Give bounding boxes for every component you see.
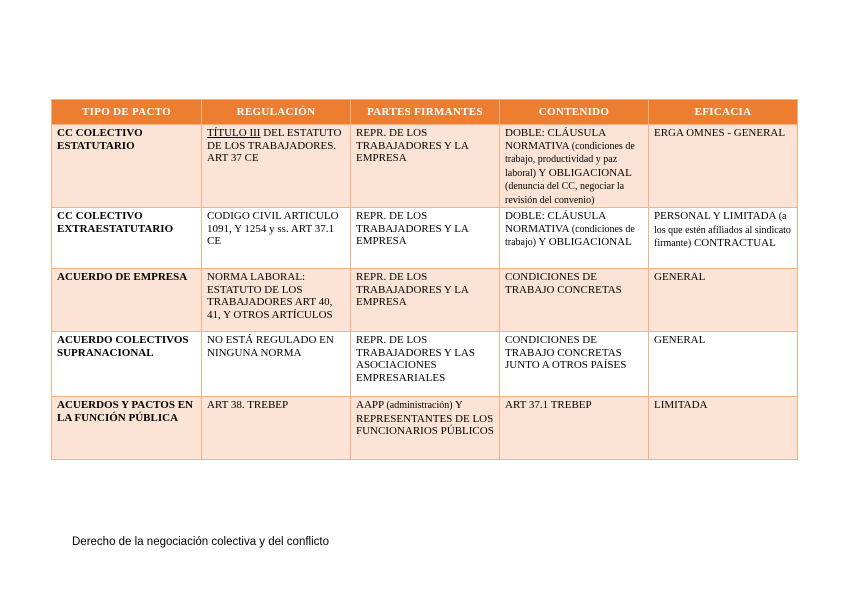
page-footer: Derecho de la negociación colectiva y del conflicto xyxy=(72,536,329,548)
eficacia-part: PERSONAL Y LIMITADA xyxy=(654,210,779,222)
cell-regulacion xyxy=(202,125,351,208)
header-regulacion: REGULACIÓN xyxy=(202,100,351,125)
cell-regulacion: CODIGO CIVIL ARTICULO 1091, Y 1254 y ss. ART 37.1 CE xyxy=(202,208,351,269)
cell-contenido xyxy=(500,208,649,269)
cell-eficacia: ERGA OMNES - GENERAL xyxy=(649,125,798,208)
cell-regulacion: NO ESTÁ REGULADO EN NINGUNA NORMA xyxy=(202,332,351,397)
eficacia-note: (a los que estén afiliados al sindicato firmante) xyxy=(654,211,791,249)
partes-note: (administración) xyxy=(386,400,453,411)
contenido-note: (condiciones de trabajo, productividad y paz laboral) xyxy=(505,140,635,179)
header-contenido: CONTENIDO xyxy=(500,100,649,125)
cell-tipo: ACUERDO DE EMPRESA xyxy=(52,269,202,332)
partes-part: Y REPRESENTANTES DE LOS FUNCIONARIOS PÚBLICOS xyxy=(356,399,494,437)
pactos-table xyxy=(51,99,798,460)
table-row xyxy=(52,269,798,332)
regulacion-text: DEL ESTATUTO DE LOS TRABAJADORES. ART 37 CE xyxy=(207,127,342,164)
cell-tipo: CC COLECTIVO EXTRAESTATUTARIO xyxy=(52,208,202,269)
contenido-part: Y OBLIGACIONAL xyxy=(536,166,632,179)
table-row xyxy=(52,397,798,460)
eficacia-part: CONTRACTUAL xyxy=(691,237,776,249)
header-eficacia: EFICACIA xyxy=(649,100,798,125)
table-row xyxy=(52,208,798,269)
regulacion-underlined: TÍTULO III xyxy=(207,127,261,139)
cell-contenido xyxy=(500,125,649,208)
header-tipo-de-pacto: TIPO DE PACTO xyxy=(52,100,202,125)
cell-contenido: ART 37.1 TREBEP xyxy=(500,397,649,460)
cell-regulacion: NORMA LABORAL: ESTATUTO DE LOS TRABAJADORES ART 40, 41, Y OTROS ARTÍCULOS xyxy=(202,269,351,332)
cell-regulacion: ART 38. TREBEP xyxy=(202,397,351,460)
table-row xyxy=(52,125,798,208)
cell-partes: REPR. DE LOS TRABAJADORES Y LA EMPRESA xyxy=(351,269,500,332)
partes-part: AAPP xyxy=(356,399,387,411)
cell-eficacia: LIMITADA xyxy=(649,397,798,460)
cell-partes: REPR. DE LOS TRABAJADORES Y LAS ASOCIACIONES EMPRESARIALES xyxy=(351,332,500,397)
cell-eficacia: GENERAL xyxy=(649,332,798,397)
cell-tipo: ACUERDO COLECTIVOS SUPRANACIONAL xyxy=(52,332,202,397)
cell-tipo: CC COLECTIVO ESTATUTARIO xyxy=(52,125,202,208)
cell-partes xyxy=(351,397,500,460)
header-partes-firmantes: PARTES FIRMANTES xyxy=(351,100,500,125)
table-header-row xyxy=(52,100,798,125)
contenido-note: (denuncia del CC, negociar la revisión del convenio) xyxy=(505,181,625,206)
cell-partes: REPR. DE LOS TRABAJADORES Y LA EMPRESA xyxy=(351,125,500,208)
cell-eficacia: GENERAL xyxy=(649,269,798,332)
cell-contenido: CONDICIONES DE TRABAJO CONCRETAS JUNTO A OTROS PAÍSES xyxy=(500,332,649,397)
cell-tipo: ACUERDOS Y PACTOS EN LA FUNCIÓN PÚBLICA xyxy=(52,397,202,460)
cell-partes: REPR. DE LOS TRABAJADORES Y LA EMPRESA xyxy=(351,208,500,269)
cell-contenido: CONDICIONES DE TRABAJO CONCRETAS xyxy=(500,269,649,332)
table-row xyxy=(52,332,798,397)
contenido-part: DOBLE: CLÁUSULA NORMATIVA xyxy=(505,210,606,235)
contenido-note: (condiciones de trabajo) xyxy=(505,223,635,248)
cell-eficacia xyxy=(649,208,798,269)
contenido-part: Y OBLIGACIONAL xyxy=(536,236,632,248)
contenido-part: DOBLE: CLÁUSULA NORMATIVA xyxy=(505,127,606,152)
